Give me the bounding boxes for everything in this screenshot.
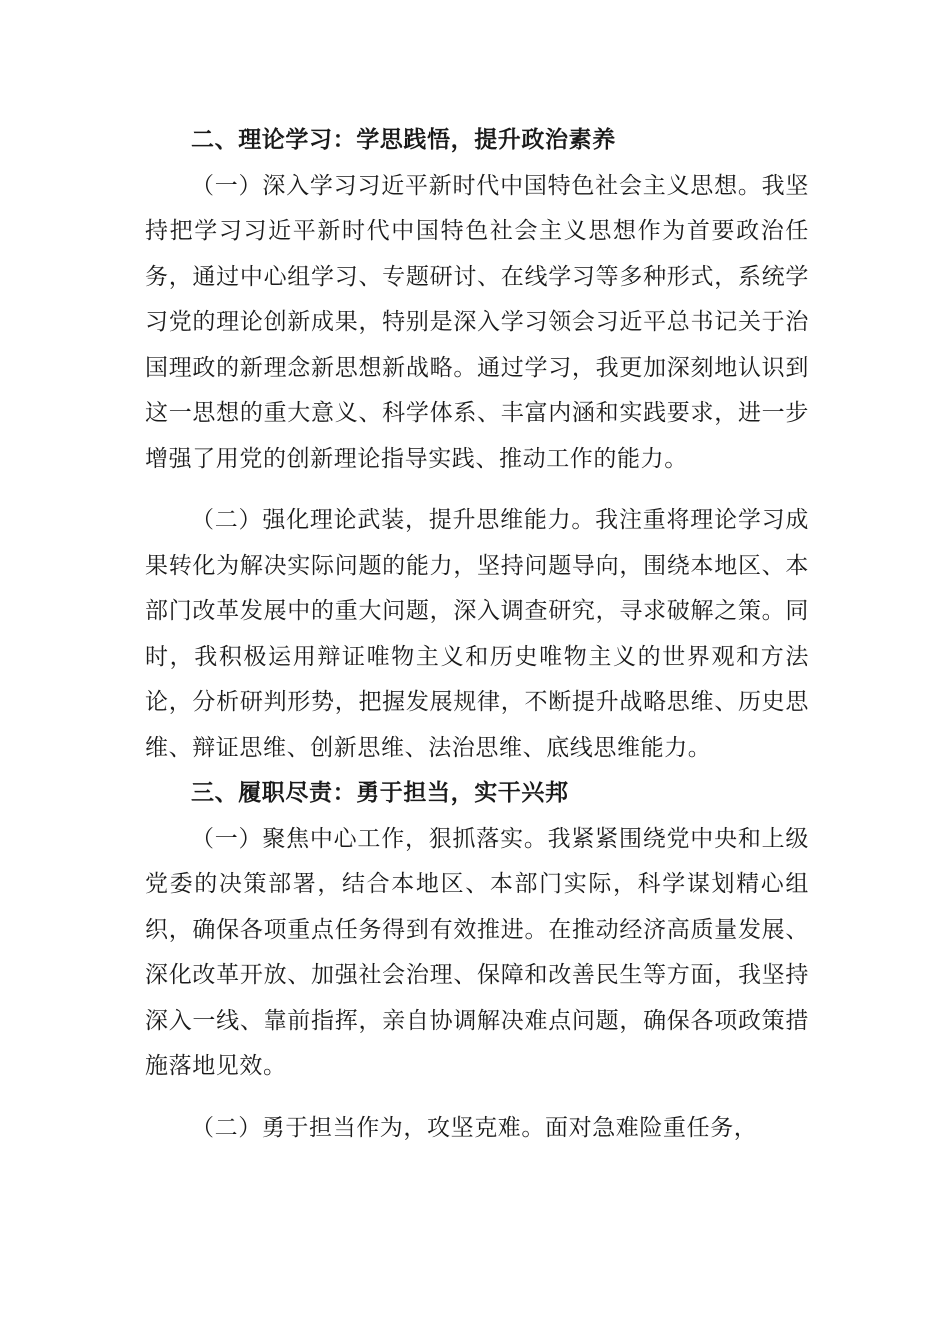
paragraph-focus-work: （一）聚焦中心工作，狠抓落实。我紧紧围绕党中央和上级党委的决策部署，结合本地区、本部门实际，科学谋划精心组织，确保各项重点任务得到有效推进。在推动经济高质量发展、深化改革开放、加强社会治理、保障和改善民生等方面，我坚持深入一线、靠前指挥，亲自协调解决难点问题，确保各项政策措施落地见效。 [145, 825, 809, 1079]
paragraph-gap [145, 1090, 809, 1106]
document-body [145, 118, 809, 1151]
paragraph-study-thought: （一）深入学习习近平新时代中国特色社会主义思想。我坚持把学习习近平新时代中国特色社会主义思想作为首要政治任务，通过中心组学习、专题研讨、在线学习等多种形式，系统学习党的理论创新成果，特别是深入学习领会习近平总书记关于治国理政的新理念新思想新战略。通过学习，我更加深刻地认识到这一思想的重大意义、科学体系、丰富内涵和实践要求，进一步增强了用党的创新理论指导实践、推动工作的能力。 [145, 172, 809, 472]
paragraph-take-responsibility: （二）勇于担当作为，攻坚克难。面对急难险重任务， [191, 1114, 758, 1141]
paragraph-theory-arming: （二）强化理论武装，提升思维能力。我注重将理论学习成果转化为解决实际问题的能力，坚持问题导向，围绕本地区、本部门改革发展中的重大问题，深入调查研究，寻求破解之策。同时，我积极运用辩证唯物主义和历史唯物主义的世界观和方法论，分析研判形势，把握发展规律，不断提升战略思维、历史思维、辩证思维、创新思维、法治思维、底线思维能力。 [145, 507, 809, 761]
section-heading-theory-study: 二、理论学习：学思践悟，提升政治素养 [191, 127, 616, 153]
paragraph-gap [145, 482, 809, 498]
section-heading-duty: 三、履职尽责：勇于担当，实干兴邦 [191, 780, 569, 806]
